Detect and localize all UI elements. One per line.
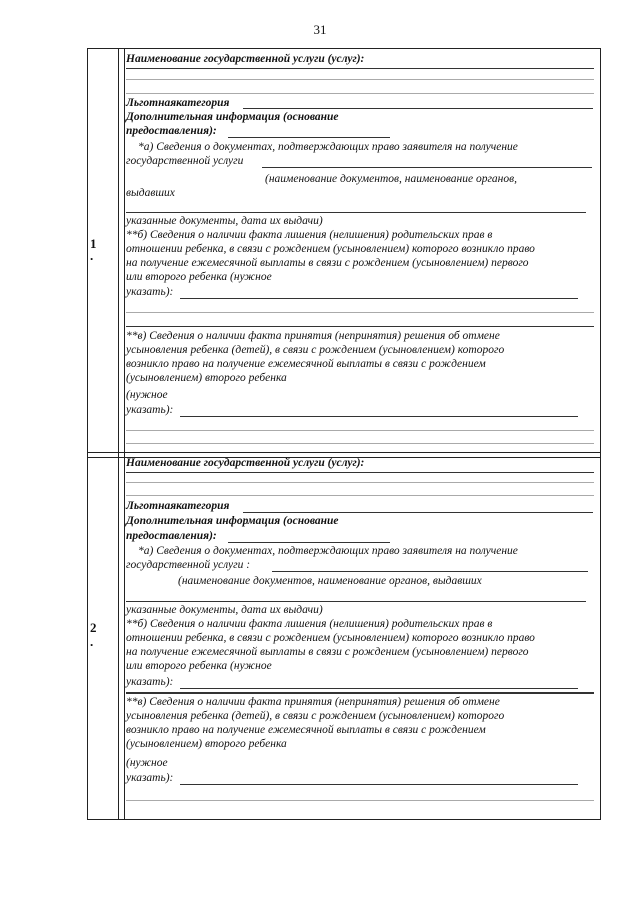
section-c-specify: указать): xyxy=(126,404,174,416)
section-c-field-2[interactable] xyxy=(126,800,594,801)
column-divider xyxy=(118,48,125,819)
section-c-text-5: (нужное xyxy=(126,389,168,401)
section-a-hint-cont: выдавших xyxy=(126,187,175,199)
section-c-text-4: (усыновлением) второго ребенка xyxy=(126,738,287,750)
section-c-field-3[interactable] xyxy=(126,443,594,444)
section-c-text-2: усыновления ребенка (детей), в связи с рождением (усыновлением) которого xyxy=(126,710,505,722)
extra-info-label: Дополнительная информация (основание xyxy=(126,515,339,527)
section-a-field-2[interactable] xyxy=(126,601,586,602)
section-c-text-3: возникло право на получение ежемесячной выплаты в связи с рождением xyxy=(126,358,486,370)
section-c-field-2[interactable] xyxy=(126,430,594,431)
section-b-divider xyxy=(126,326,594,327)
section-a-field[interactable] xyxy=(272,571,588,572)
section-b-text-3: на получение ежемесячной выплаты в связи с рождением (усыновлением) первого xyxy=(126,257,529,269)
section-b-text-4: или второго ребенка (нужное xyxy=(126,271,272,283)
section-b-text-2: отношении ребенка, в связи с рождением (усыновлением) которого возникло право xyxy=(126,632,535,644)
section-a-field[interactable] xyxy=(262,167,592,168)
basis-field[interactable] xyxy=(228,137,390,138)
section-b-text-4: или второго ребенка (нужное xyxy=(126,660,272,672)
service-name-label: Наименование государственной услуги (услуг): xyxy=(126,53,365,65)
service-name-underline xyxy=(126,472,594,473)
service-name-underline xyxy=(126,68,594,69)
basis-label: предоставления): xyxy=(126,125,217,137)
category-field[interactable] xyxy=(243,512,593,513)
section-c-field[interactable] xyxy=(180,416,578,417)
section-a-hint: (наименование документов, наименование органов, выдавших xyxy=(178,575,482,587)
section-a-hint-end: указанные документы, дата их выдачи) xyxy=(126,604,323,616)
section-a-hint-end: указанные документы, дата их выдачи) xyxy=(126,215,323,227)
section-b-specify: указать): xyxy=(126,286,174,298)
section-c-text-5: (нужное xyxy=(126,757,168,769)
section-c-text-1: **в) Сведения о наличии факта принятия (непринятия) решения об отмене xyxy=(126,696,500,708)
section-a-service: государственной услуги : xyxy=(126,559,251,571)
section-b-text-2: отношении ребенка, в связи с рождением (усыновлением) которого возникло право xyxy=(126,243,535,255)
service-name-line-2[interactable] xyxy=(126,482,594,483)
category-label: Льготнаякатегория xyxy=(126,500,230,512)
section-a-text: *а) Сведения о документах, подтверждающих право заявителя на получение xyxy=(138,545,518,557)
service-name-label: Наименование государственной услуги (услуг): xyxy=(126,457,365,469)
service-name-line-3[interactable] xyxy=(126,93,594,94)
section-b-text-3: на получение ежемесячной выплаты в связи с рождением (усыновлением) первого xyxy=(126,646,529,658)
row-number-dot: . xyxy=(90,634,94,649)
basis-field[interactable] xyxy=(228,542,390,543)
section-b-text-1: **б) Сведения о наличии факта лишения (нелишения) родительских прав в xyxy=(126,618,493,630)
section-c-text-3: возникло право на получение ежемесячной выплаты в связи с рождением xyxy=(126,724,486,736)
section-a-hint: (наименование документов, наименование органов, xyxy=(265,173,518,185)
section-c-field[interactable] xyxy=(180,784,578,785)
section-a-service: государственной услуги xyxy=(126,155,244,167)
section-c-text-1: **в) Сведения о наличии факта принятия (непринятия) решения об отмене xyxy=(126,330,500,342)
section-b-field[interactable] xyxy=(180,298,578,299)
section-b-specify: указать): xyxy=(126,676,174,688)
row-number: 2 xyxy=(90,620,97,635)
service-name-line-3[interactable] xyxy=(126,495,594,496)
section-c-text-2: усыновления ребенка (детей), в связи с рождением (усыновлением) которого xyxy=(126,344,505,356)
category-label: Льготнаякатегория xyxy=(126,97,230,109)
section-b-field-2[interactable] xyxy=(126,312,594,313)
section-b-divider xyxy=(126,692,594,694)
row-number-dot: . xyxy=(90,248,94,263)
page-number: 31 xyxy=(313,22,327,37)
extra-info-label: Дополнительная информация (основание xyxy=(126,111,339,123)
row-number: 1 xyxy=(90,236,97,251)
section-c-text-4: (усыновлением) второго ребенка xyxy=(126,372,287,384)
basis-label: предоставления): xyxy=(126,530,217,542)
category-field[interactable] xyxy=(243,108,593,109)
section-a-field-2[interactable] xyxy=(126,212,586,213)
section-a-text: *а) Сведения о документах, подтверждающих право заявителя на получение xyxy=(138,141,518,153)
section-c-specify: указать): xyxy=(126,772,174,784)
service-name-line-2[interactable] xyxy=(126,79,594,80)
section-b-text-1: **б) Сведения о наличии факта лишения (нелишения) родительских прав в xyxy=(126,229,493,241)
section-b-field[interactable] xyxy=(180,688,578,689)
